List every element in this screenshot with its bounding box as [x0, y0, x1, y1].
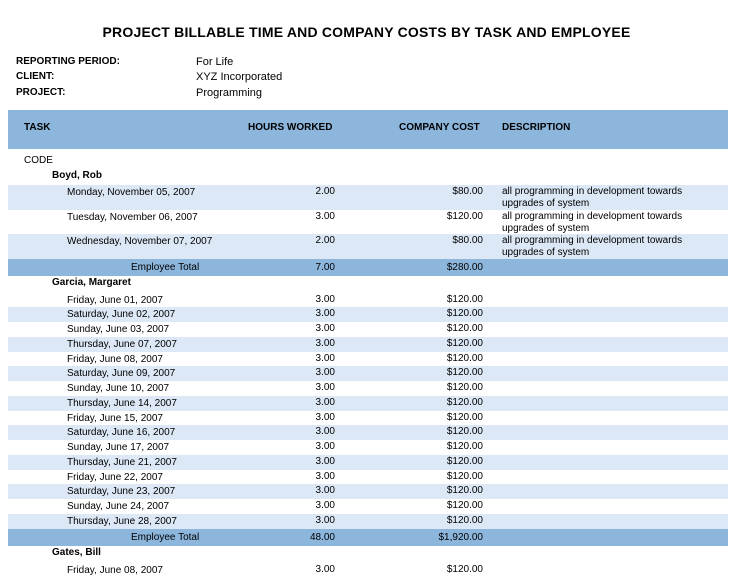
task-date: Thursday, June 07, 2007 — [67, 339, 177, 350]
table-row — [8, 210, 728, 235]
task-date: Saturday, June 09, 2007 — [67, 368, 175, 379]
company-cost-value: $120.00 — [447, 441, 483, 452]
hours-worked-value: 3.00 — [316, 471, 335, 482]
company-cost-value: $120.00 — [447, 500, 483, 511]
company-cost-value: $120.00 — [447, 382, 483, 393]
table-row — [8, 440, 728, 455]
description-text — [502, 186, 682, 210]
table-row — [8, 381, 728, 396]
report-title: PROJECT BILLABLE TIME AND COMPANY COSTS BY TASK AND EMPLOYEE — [0, 24, 733, 40]
company-cost-value: $120.00 — [447, 308, 483, 319]
company-cost-value: $120.00 — [447, 397, 483, 408]
task-date: Friday, June 08, 2007 — [67, 354, 163, 365]
description-line-1: all programming in development towards — [502, 211, 682, 223]
company-cost-value: $120.00 — [447, 211, 483, 222]
table-row — [8, 514, 728, 529]
table-row — [8, 322, 728, 337]
hours-worked-value: 3.00 — [316, 308, 335, 319]
task-date: Monday, November 05, 2007 — [67, 187, 195, 198]
column-description: DESCRIPTION — [502, 122, 570, 133]
task-date: Friday, June 22, 2007 — [67, 472, 163, 483]
task-date: Friday, June 15, 2007 — [67, 413, 163, 424]
column-company-cost: COMPANY COST — [399, 122, 480, 133]
column-task: TASK — [24, 122, 50, 133]
client-value: XYZ Incorporated — [196, 71, 282, 83]
company-cost-value: $120.00 — [447, 294, 483, 305]
task-date: Thursday, June 14, 2007 — [67, 398, 177, 409]
hours-worked-value: 3.00 — [316, 515, 335, 526]
employee-name: Garcia, Margaret — [52, 277, 131, 288]
company-cost-value: $120.00 — [447, 323, 483, 334]
hours-worked-value: 2.00 — [316, 186, 335, 197]
employee-total-cost: $1,920.00 — [439, 532, 484, 543]
table-header — [8, 110, 728, 149]
task-date: Thursday, June 28, 2007 — [67, 516, 177, 527]
task-date: Sunday, June 10, 2007 — [67, 383, 169, 394]
employee-total-row — [8, 529, 728, 546]
table-row — [8, 470, 728, 485]
task-date: Sunday, June 17, 2007 — [67, 442, 169, 453]
company-cost-value: $80.00 — [452, 235, 483, 246]
employee-total-cost: $280.00 — [447, 262, 483, 273]
table-row — [8, 396, 728, 411]
table-row — [8, 455, 728, 470]
employee-total-row — [8, 259, 728, 276]
company-cost-value: $120.00 — [447, 564, 483, 575]
employee-name-row — [8, 546, 728, 560]
hours-worked-value: 3.00 — [316, 294, 335, 305]
employee-name-row — [8, 276, 728, 290]
task-date: Friday, June 08, 2007 — [67, 565, 163, 576]
table-row — [8, 293, 728, 308]
description-line-2: upgrades of system — [502, 247, 682, 259]
description-text — [502, 235, 682, 259]
company-cost-value: $120.00 — [447, 353, 483, 364]
description-line-1: all programming in development towards — [502, 235, 682, 247]
project-value: Programming — [196, 87, 262, 99]
hours-worked-value: 3.00 — [316, 500, 335, 511]
employee-total-label: Employee Total — [131, 262, 199, 273]
reporting-period-label: REPORTING PERIOD: — [16, 56, 120, 67]
hours-worked-value: 2.00 — [316, 235, 335, 246]
task-date: Friday, June 01, 2007 — [67, 295, 163, 306]
hours-worked-value: 3.00 — [316, 412, 335, 423]
hours-worked-value: 3.00 — [316, 397, 335, 408]
description-text — [502, 211, 682, 235]
table-row — [8, 425, 728, 440]
company-cost-value: $120.00 — [447, 471, 483, 482]
employee-total-hours: 7.00 — [316, 262, 335, 273]
table-row — [8, 484, 728, 499]
description-line-1: all programming in development towards — [502, 186, 682, 198]
task-date: Tuesday, November 06, 2007 — [67, 212, 198, 223]
hours-worked-value: 3.00 — [316, 353, 335, 364]
client-label: CLIENT: — [16, 71, 54, 82]
hours-worked-value: 3.00 — [316, 323, 335, 334]
table-row — [8, 307, 728, 322]
table-row — [8, 366, 728, 381]
table-row — [8, 563, 728, 577]
description-line-2: upgrades of system — [502, 198, 682, 210]
hours-worked-value: 3.00 — [316, 564, 335, 575]
task-date: Saturday, June 23, 2007 — [67, 486, 175, 497]
company-cost-value: $120.00 — [447, 367, 483, 378]
employee-total-label: Employee Total — [131, 532, 199, 543]
code-label: CODE — [24, 155, 53, 166]
project-label: PROJECT: — [16, 87, 65, 98]
hours-worked-value: 3.00 — [316, 456, 335, 467]
table-row — [8, 234, 728, 259]
table-row — [8, 411, 728, 426]
company-cost-value: $120.00 — [447, 338, 483, 349]
task-date: Saturday, June 16, 2007 — [67, 427, 175, 438]
company-cost-value: $120.00 — [447, 485, 483, 496]
table-row — [8, 352, 728, 367]
column-hours-worked: HOURS WORKED — [248, 122, 332, 133]
task-date: Sunday, June 03, 2007 — [67, 324, 169, 335]
company-cost-value: $80.00 — [452, 186, 483, 197]
code-row — [8, 154, 728, 168]
company-cost-value: $120.00 — [447, 456, 483, 467]
hours-worked-value: 3.00 — [316, 367, 335, 378]
employee-name-row — [8, 169, 728, 183]
employee-name: Boyd, Rob — [52, 170, 102, 181]
hours-worked-value: 3.00 — [316, 382, 335, 393]
hours-worked-value: 3.00 — [316, 426, 335, 437]
company-cost-value: $120.00 — [447, 412, 483, 423]
employee-name: Gates, Bill — [52, 547, 101, 558]
task-date: Thursday, June 21, 2007 — [67, 457, 177, 468]
table-row — [8, 185, 728, 210]
table-row — [8, 499, 728, 514]
hours-worked-value: 3.00 — [316, 211, 335, 222]
hours-worked-value: 3.00 — [316, 338, 335, 349]
task-date: Sunday, June 24, 2007 — [67, 501, 169, 512]
reporting-period-value: For Life — [196, 56, 233, 68]
task-date: Wednesday, November 07, 2007 — [67, 236, 212, 247]
table-row — [8, 337, 728, 352]
company-cost-value: $120.00 — [447, 426, 483, 437]
company-cost-value: $120.00 — [447, 515, 483, 526]
hours-worked-value: 3.00 — [316, 441, 335, 452]
description-line-2: upgrades of system — [502, 223, 682, 235]
employee-total-hours: 48.00 — [310, 532, 335, 543]
task-date: Saturday, June 02, 2007 — [67, 309, 175, 320]
hours-worked-value: 3.00 — [316, 485, 335, 496]
